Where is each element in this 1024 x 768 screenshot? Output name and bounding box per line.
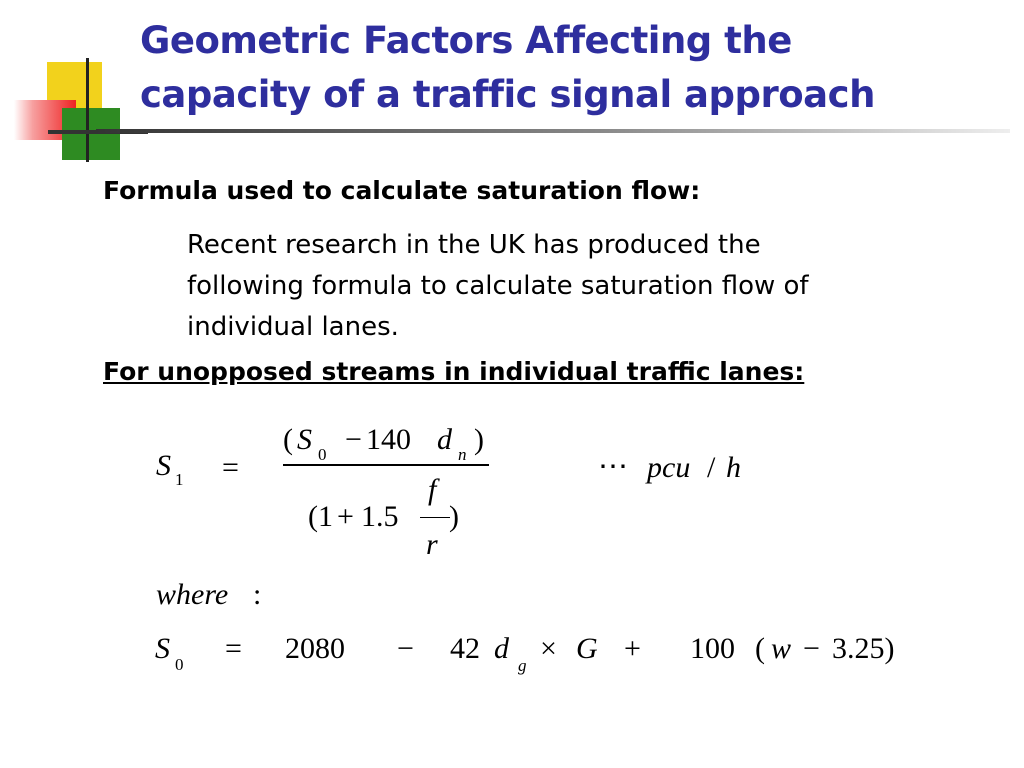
f1-den-plus: + [337,500,354,533]
f1-den-r: r [426,528,438,561]
f1-equals: = [222,451,239,484]
f2-open: ( [755,632,765,665]
where-colon: : [253,578,262,611]
decorative-logo [0,0,140,170]
f1-den-const: 1.5 [361,500,399,533]
f1-num-d-sub: n [458,445,467,464]
logo-vertical-line [86,58,89,162]
paragraph-line-1: Recent research in the UK has produced the [187,230,761,260]
f1-num-S-sub: 0 [318,445,327,464]
f1-den-close: ) [449,500,459,533]
logo-green-square [62,108,120,160]
f1-num-minus: − [345,423,362,456]
f2-minus: − [397,632,414,665]
research-paragraph [187,225,809,348]
f2-minus2: − [803,632,820,665]
f2-d-sub: g [518,656,527,675]
f2-lhs-sub: 0 [175,655,184,674]
f1-unit-h: h [726,451,741,484]
f2-const-100: 100 [690,632,735,665]
f2-const-3-25: 3.25) [832,632,895,665]
unopposed-streams-heading: For unopposed streams in individual traffic lanes: [103,357,805,386]
f1-dots: ⋯ [598,450,628,483]
f2-w: w [771,632,792,665]
paragraph-line-3: individual lanes. [187,312,399,342]
f1-inner-fraction-bar [420,517,450,518]
title-divider [96,129,1010,133]
f1-num-S: S [297,423,312,456]
f1-lhs: S [156,449,171,482]
f2-const-42: 42 [450,632,480,665]
f1-main-fraction-bar [283,464,489,466]
f1-num-open: ( [283,423,293,456]
paragraph-line-2: following formula to calculate saturation flow of [187,271,809,301]
f2-d: d [494,632,509,665]
f1-num-d: d [437,423,452,456]
f2-G: G [576,632,598,665]
f2-equals: = [225,632,242,665]
title-line-1: Geometric Factors Affecting the [140,19,792,62]
formula-heading: Formula used to calculate saturation flow: [103,176,701,205]
f1-lhs-sub: 1 [175,470,184,489]
f2-const-2080: 2080 [285,632,345,665]
f2-lhs: S [155,632,170,665]
title-line-2: capacity of a traffic signal approach [140,73,875,116]
slide-title [140,14,1020,122]
where-label: where [156,578,229,611]
f2-times: × [540,632,557,665]
f1-num-const: 140 [366,423,411,456]
f1-den-f: f [428,473,437,506]
f1-unit-slash: / [707,451,716,484]
f2-plus: + [624,632,641,665]
f1-den-open: (1 [308,500,333,533]
f1-num-close: ) [474,423,484,456]
f1-unit-pcu: pcu [647,451,691,484]
